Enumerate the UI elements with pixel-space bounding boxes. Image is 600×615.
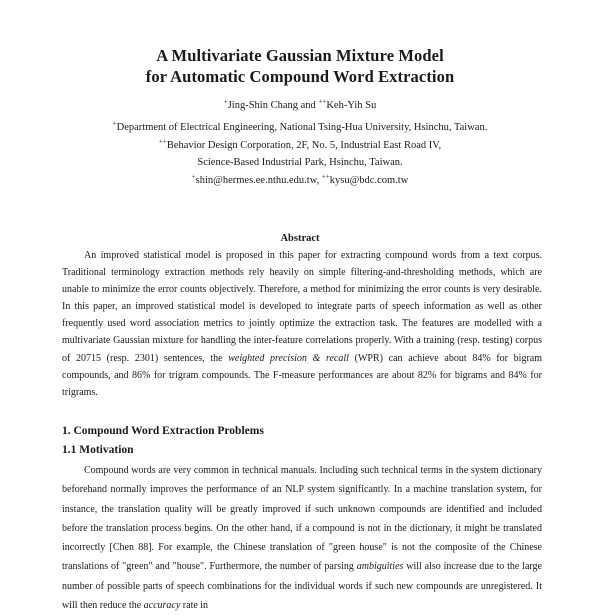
affiliation-department-text: Department of Electrical Engineering, National Tsing-Hua University, Hsinchu, Taiwan. — [116, 122, 488, 133]
author-mark-2: ++ — [318, 97, 327, 106]
author-1: Jing-Shin Chang and — [227, 100, 319, 111]
motivation-text-part-3: rate in — [180, 600, 209, 612]
affiliation-mark-2: ++ — [158, 137, 167, 146]
paper-title-line-2: for Automatic Compound Word Extraction — [145, 67, 455, 86]
motivation-text-part-2: will also increase due to the large number of possible parts of speech combinations for the individual words if such new compounds are unregistered. It will then reduce the — [62, 561, 542, 612]
author-2: Keh-Yih Su — [326, 100, 377, 111]
section-heading: 1. Compound Word Extraction Problems — [62, 425, 264, 437]
affiliation-park: Science-Based Industrial Park, Hsinchu, Taiwan. — [197, 157, 403, 168]
affiliation-mark-1: + — [112, 119, 117, 128]
subsection-heading: 1.1 Motivation — [62, 444, 134, 456]
motivation-italic-ambiguities: ambiguities — [356, 561, 404, 573]
affiliation-company — [0, 139, 600, 152]
abstract-paragraph — [62, 247, 542, 401]
motivation-paragraph — [62, 461, 542, 615]
author-line — [0, 99, 600, 112]
email-line — [0, 174, 600, 187]
abstract-italic-term: weighted precision & recall — [228, 352, 349, 364]
email-2: kysu@bdc.com.tw — [329, 175, 409, 186]
author-mark-1: + — [223, 97, 228, 106]
motivation-text-part-1: Compound words are very common in technical manuals. Including such technical terms in the system dictionary beforehand normally improves the performance of an NLP system significantly. In a machine translation system, for instance, the translation quality will be greatly improved if such unknown compounds are identified and included before the translation process begins. On the other hand, if a compound is not in the dictionary, it might be translated incorrectly [Chen 88]. For example, the Chinese translation of "green house" is not the composite of the Chinese translations of "green" and "house". Furthermore, the number of parsing — [62, 465, 542, 573]
email-1: shin@hermes.ee.nthu.edu.tw, — [195, 175, 322, 186]
abstract-heading: Abstract — [280, 233, 320, 244]
affiliation-company-text: Behavior Design Corporation, 2F, No. 5, Industrial East Road IV, — [166, 140, 442, 151]
abstract-text-part-1: An improved statistical model is proposed in this paper for extracting compound words from a text corpus. Traditional terminology extraction methods rely heavily on simple filtering-and-thresholding methods, which are unable to minimize the error counts objectively. Therefore, a method for minimizing the error counts is very desirable. In this paper, an improved statistical model is developed to integrate parts of speech information as well as other frequently used word association metrics to jointly optimize the extraction task. The features are modelled with a multivariate Gaussian mixture for handling the inter-feature correlations properly. With a training (resp. testing) corpus of 20715 (resp. 2301) sentences, the — [62, 250, 542, 364]
motivation-italic-accuracy: accuracy — [143, 600, 181, 612]
email-mark-1: + — [191, 172, 196, 181]
paper-title-line-1: A Multivariate Gaussian Mixture Model — [156, 46, 444, 65]
email-mark-2: ++ — [321, 172, 330, 181]
affiliation-department — [0, 121, 600, 134]
abstract-text-part-2: (WPR) can achieve about 84% for bigram compounds, and 86% for trigram compounds. The F-measure performances are about 82% for bigrams and 84% for trigrams. — [62, 352, 542, 398]
